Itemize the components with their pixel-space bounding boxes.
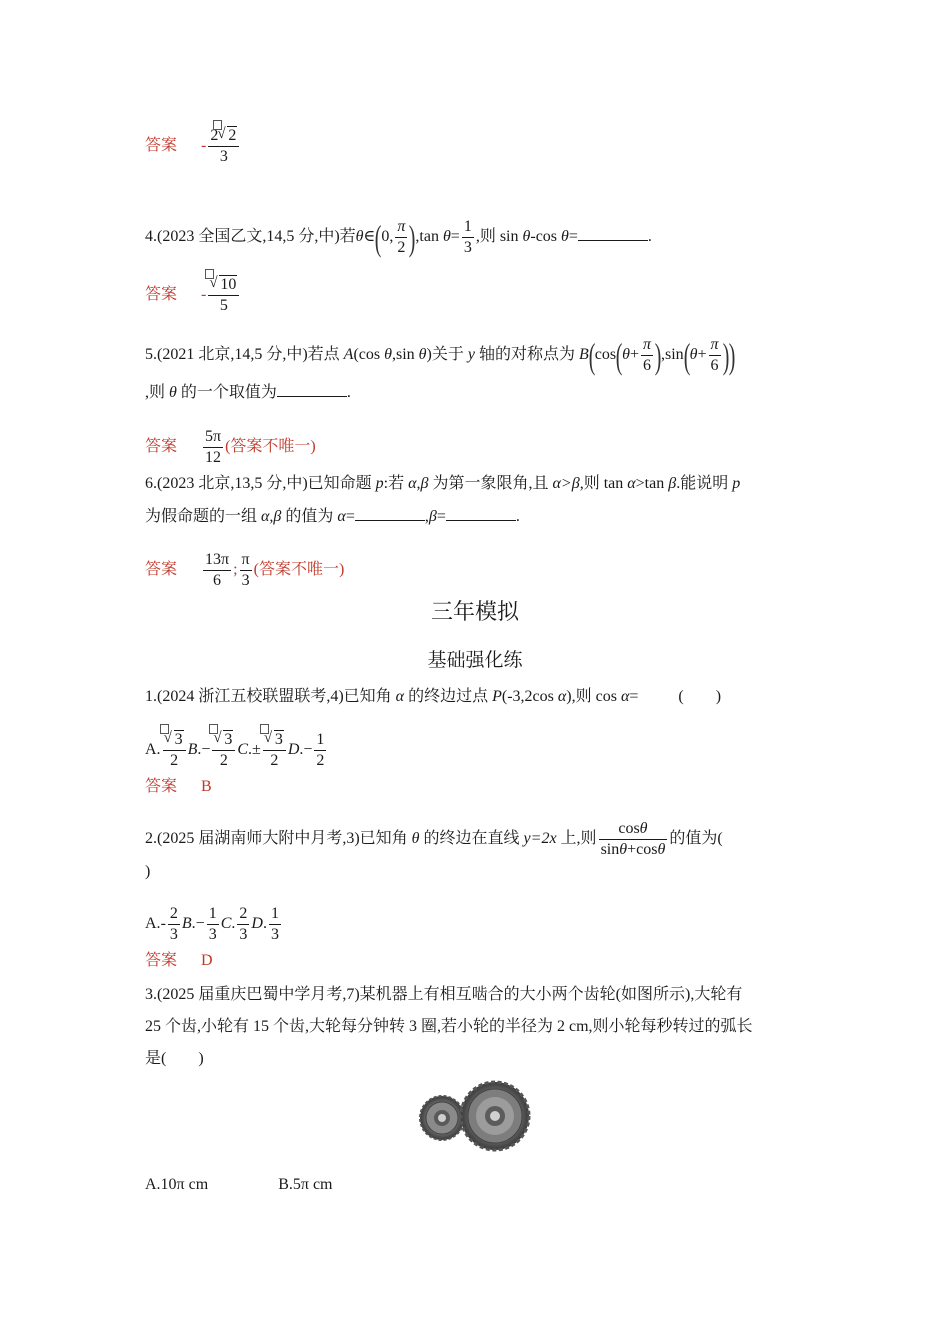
- left-paren: (: [375, 217, 382, 258]
- option-b-label: B: [187, 741, 198, 759]
- comma: ,: [424, 508, 429, 525]
- condition: α>β: [552, 475, 580, 492]
- answer-row-5: [145, 427, 316, 468]
- left-paren: (: [615, 335, 623, 376]
- beta: β: [668, 475, 677, 492]
- dot: .: [299, 741, 304, 759]
- dot: .: [248, 741, 253, 759]
- denominator: 2: [170, 752, 179, 769]
- numerator: 1: [207, 904, 219, 925]
- q5-line2-mid: 的一个取值为: [176, 384, 277, 401]
- theta: θ: [418, 346, 427, 364]
- answer-blank[interactable]: [277, 382, 347, 397]
- answer-label: 答案: [145, 137, 178, 155]
- alpha-blank[interactable]: [355, 506, 425, 521]
- theta: θ: [522, 228, 531, 246]
- section-subtitle: 基础强化练: [427, 649, 523, 671]
- answer-row-4: [145, 275, 241, 316]
- right-paren: ): [654, 335, 662, 376]
- answer-note: (答案不唯一): [225, 438, 316, 456]
- period: .: [515, 508, 520, 525]
- practice-3-options: [145, 1174, 332, 1196]
- proposition-p: p: [732, 475, 741, 492]
- pi: π: [641, 335, 653, 356]
- q6-end: .能说明: [676, 475, 733, 492]
- right-paren: ): [728, 335, 735, 376]
- alpha: α: [620, 688, 630, 705]
- right-paren: ): [409, 217, 416, 258]
- option-d-label: D: [251, 915, 263, 933]
- denominator: 12: [205, 449, 222, 466]
- equals: =: [345, 508, 355, 525]
- option-c-value: [237, 904, 249, 945]
- close-text: )关于: [426, 346, 468, 364]
- alpha: α: [627, 475, 636, 492]
- option-b-label: B: [181, 915, 192, 933]
- denominator: 2: [219, 752, 228, 769]
- question-4: [145, 217, 652, 258]
- sin-sep: ,sin: [391, 346, 419, 364]
- three: 3: [463, 239, 472, 256]
- numerator: 2: [168, 904, 180, 925]
- six: 6: [710, 357, 719, 374]
- minus: -: [160, 915, 166, 933]
- cos: cos: [618, 820, 640, 837]
- radical: √ 2: [218, 126, 237, 146]
- m2-mid: 的终边在直线: [419, 830, 524, 848]
- line-equation: y=2x: [523, 830, 557, 848]
- theta: θ: [384, 346, 392, 364]
- alpha-beta: α,β: [408, 475, 429, 492]
- denominator: 3: [239, 926, 248, 943]
- q6-line2-mid: 的值为: [281, 508, 338, 525]
- answer-sign: -: [201, 286, 207, 304]
- radicand: 10: [220, 276, 237, 293]
- answer-note: (答案不唯一): [253, 561, 345, 579]
- practice-1: [145, 686, 721, 708]
- alpha-beta: α,β: [261, 508, 282, 525]
- option-a-label: A.: [145, 741, 161, 759]
- question-6-line-1: [145, 473, 740, 495]
- m1-close: ),则 cos: [566, 688, 621, 705]
- answer-fraction: [208, 126, 239, 167]
- pi-over-6: [641, 335, 653, 376]
- plus-cos: +cos: [627, 841, 658, 858]
- question-5-line-1: [145, 335, 735, 376]
- option-b-value: [207, 904, 219, 945]
- answer-row-6: [145, 550, 344, 591]
- option-b[interactable]: B.5π cm: [278, 1176, 333, 1193]
- section-title: 三年模拟: [430, 600, 519, 625]
- answer-label: 答案: [145, 561, 178, 579]
- denominator: 3: [208, 926, 217, 943]
- minus: −: [195, 915, 205, 933]
- one: 1: [462, 217, 474, 238]
- numerator: 1: [269, 904, 281, 925]
- equals: =: [568, 228, 578, 246]
- option-b-value: [212, 730, 235, 771]
- theta: θ: [561, 228, 569, 246]
- answer-fraction-1: [203, 550, 231, 591]
- tan-text: ,tan: [415, 228, 443, 246]
- q6-mid3: ,则 tan: [579, 475, 628, 492]
- practice-3-line-1: 3.(2025 届重庆巴蜀中学月考,7)某机器上有相互啮合的大小两个齿轮(如图所示),大轮有: [145, 986, 743, 1003]
- answer-row-m1: [145, 776, 212, 798]
- beta-blank[interactable]: [446, 506, 516, 521]
- theta: θ: [169, 384, 177, 401]
- y-axis: y: [467, 346, 475, 364]
- q4-prefix: 4.(2023 全国乙文,14,5 分,中)若: [145, 228, 356, 246]
- answer-blank[interactable]: [578, 226, 648, 241]
- point-a: A: [343, 346, 354, 364]
- ratio-fraction: [599, 819, 668, 860]
- answer-row-3: [145, 126, 241, 167]
- practice-3-line-3: 是( ): [145, 1050, 204, 1067]
- numerator: π: [240, 550, 252, 571]
- radical: √ 10: [210, 275, 237, 295]
- answer-label: 答案: [145, 286, 178, 304]
- q5-line2-prefix: ,则: [145, 384, 170, 401]
- denominator: 3: [219, 148, 228, 165]
- denominator: 3: [270, 926, 279, 943]
- radicand: 3: [174, 731, 183, 748]
- radical: √ 3: [265, 730, 284, 750]
- theta: θ: [622, 346, 630, 364]
- alpha: α: [337, 508, 346, 525]
- numerator: 5π: [203, 427, 223, 448]
- comma: ,: [389, 228, 394, 246]
- pi: π: [709, 335, 721, 356]
- m2-tail: 的值为(: [669, 830, 723, 848]
- in-symbol: ∈: [363, 228, 376, 246]
- gt-tan: >tan: [635, 475, 669, 492]
- q6-mid2: 为第一象限角,且: [428, 475, 553, 492]
- radicand: 3: [274, 731, 283, 748]
- plus: +: [629, 346, 639, 364]
- q6-line2-prefix: 为假命题的一组: [145, 508, 262, 525]
- period: .: [346, 384, 351, 401]
- m2-mid2: 上,则: [556, 830, 597, 848]
- option-a-value: [168, 904, 180, 945]
- point-p: P: [492, 688, 502, 705]
- plus-minus: ±: [252, 741, 261, 759]
- dot: .: [191, 915, 196, 933]
- denominator: 5: [219, 297, 228, 314]
- dot: .: [262, 915, 267, 933]
- theta: θ: [442, 228, 451, 246]
- numerator: 1: [314, 730, 326, 751]
- denominator: 6: [213, 572, 222, 589]
- numerator: 2: [237, 904, 249, 925]
- sin: sin: [600, 841, 620, 858]
- six: 6: [642, 357, 651, 374]
- cos-text: -cos: [530, 228, 562, 246]
- denominator: 3: [241, 572, 250, 589]
- option-a-value: [163, 730, 186, 771]
- option-a[interactable]: A.10π cm: [145, 1176, 209, 1193]
- practice-3-line-2: 25 个齿,小轮有 15 个齿,大轮每分钟转 3 圈,若小轮的半径为 2 cm,则小轮每秒转过的弧长: [145, 1018, 753, 1035]
- left-paren: (: [683, 335, 690, 376]
- proposition-p: p: [375, 475, 384, 492]
- answer-fraction: [208, 275, 239, 316]
- question-6-line-2: [145, 506, 520, 528]
- period: .: [647, 228, 652, 246]
- answer-row-m2: [145, 950, 213, 972]
- pi-over-6: [709, 335, 721, 376]
- alpha: α: [395, 688, 405, 705]
- point-b: B: [578, 346, 589, 364]
- sin: ,sin: [660, 346, 684, 364]
- dot: .: [197, 741, 202, 759]
- question-5-line-2: [145, 382, 351, 404]
- pi: π: [395, 217, 407, 238]
- point-coords: (-3,2cos: [501, 688, 558, 705]
- left-paren: (: [588, 335, 596, 376]
- answer-value: B: [201, 778, 212, 795]
- option-c-label: C: [237, 741, 249, 759]
- coef: 2: [210, 127, 219, 144]
- answer-paren[interactable]: ): [145, 863, 151, 880]
- radical: √ 3: [165, 730, 184, 750]
- sin-text: ,则 sin: [475, 228, 523, 246]
- minus: −: [303, 741, 313, 759]
- numerator: 13π: [203, 550, 231, 571]
- practice-2-options: [145, 904, 283, 945]
- q5-prefix: 5.(2021 北京,14,5 分,中)若点: [145, 346, 344, 364]
- equals: =: [450, 228, 460, 246]
- separator: ;: [233, 561, 238, 579]
- practice-2-paren: [145, 861, 150, 883]
- one-third: [462, 217, 474, 258]
- answer-label: 答案: [145, 778, 178, 795]
- m1-prefix: 1.(2024 浙江五校联盟联考,4)已知角: [145, 688, 396, 705]
- practice-1-options: [145, 730, 328, 771]
- option-c-label: C: [220, 915, 232, 933]
- answer-label: 答案: [145, 438, 178, 456]
- theta: θ: [411, 830, 420, 848]
- q6-mid: :若: [383, 475, 409, 492]
- m1-mid: 的终边过点: [404, 688, 493, 705]
- two: 2: [397, 239, 406, 256]
- theta: θ: [355, 228, 364, 246]
- answer-label: 答案: [145, 952, 178, 969]
- theta: θ: [619, 841, 628, 858]
- interval-left: 0: [381, 228, 390, 246]
- m2-prefix: 2.(2025 届湖南师大附中月考,3)已知角: [145, 830, 412, 848]
- gears-image: [417, 1080, 532, 1152]
- equals: =: [436, 508, 446, 525]
- answer-paren[interactable]: ( ): [678, 688, 722, 705]
- answer-fraction-2: [240, 550, 252, 591]
- beta: β: [428, 508, 437, 525]
- radicand: 2: [228, 127, 237, 144]
- pi-over-2: [395, 217, 407, 258]
- practice-2: [145, 819, 723, 860]
- option-d-label: D: [287, 741, 300, 759]
- theta: θ: [657, 841, 666, 858]
- equals: =: [629, 688, 639, 705]
- option-d-value: [269, 904, 281, 945]
- option-d-value: [314, 730, 326, 771]
- minus: −: [201, 741, 211, 759]
- theta: θ: [689, 346, 698, 364]
- denominator: 2: [270, 752, 279, 769]
- option-a-label: A.: [145, 915, 161, 933]
- answer-sign: -: [201, 137, 207, 155]
- theta: θ: [639, 820, 648, 837]
- radical: √ 3: [214, 730, 233, 750]
- coords: (cos: [353, 346, 385, 364]
- q6-prefix: 6.(2023 北京,13,5 分,中)已知命题: [145, 475, 376, 492]
- denominator: 2: [316, 752, 325, 769]
- dot: .: [231, 915, 236, 933]
- alpha: α: [557, 688, 567, 705]
- radicand: 3: [224, 731, 233, 748]
- option-c-value: [263, 730, 286, 771]
- answer-fraction: [203, 427, 223, 468]
- right-paren: ): [722, 335, 729, 376]
- cos: cos: [594, 346, 617, 364]
- answer-value: D: [201, 952, 213, 969]
- plus: +: [697, 346, 707, 364]
- denominator: 3: [169, 926, 178, 943]
- symmetric-text: 轴的对称点为: [474, 346, 579, 364]
- gears-icon: [417, 1080, 532, 1152]
